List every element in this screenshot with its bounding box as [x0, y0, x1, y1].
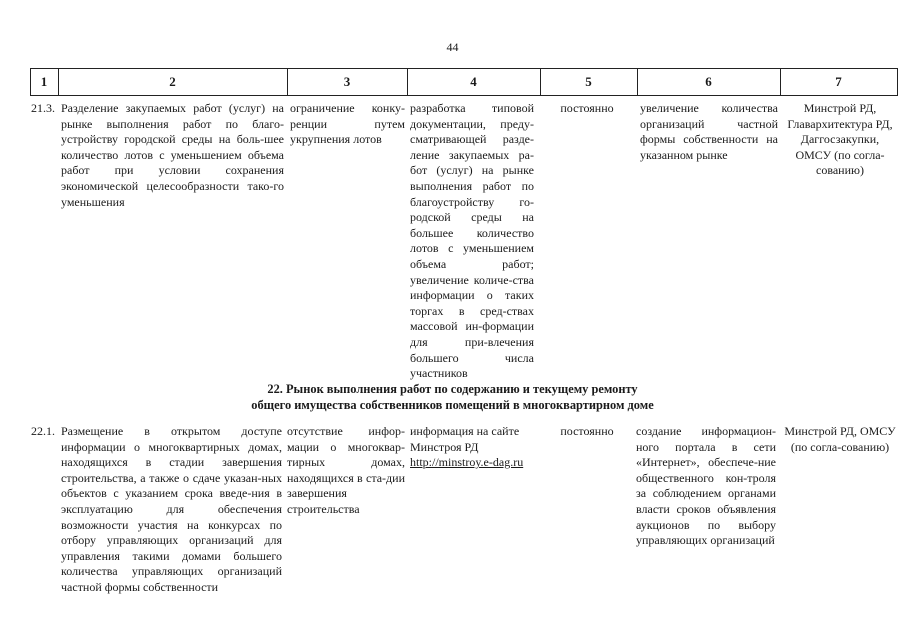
expected-result: разработка типовой документации, преду-сматривающей разде-ление закупаемых ра-бот (услуг) на рынке выполнения работ по благоустройству го-родской среды на большее количество лотов с уменьшением объема работ; увеличение количе-ства информации о таких торгах в сред-ствах массовой ин-формации для при-влечения большего числа участников [410, 101, 534, 381]
header-top-rule [30, 68, 898, 69]
column-number-2: 2 [169, 74, 176, 89]
page-number: 44 [446, 40, 459, 54]
row-number: 22.1. [31, 424, 55, 438]
expected-result [410, 424, 538, 471]
responsible-executors: Минстрой РД, ОМСУ (по согла-сованию) [784, 424, 896, 454]
measure-description: Разделение закупаемых работ (услуг) на рынке выполнения работ по благо-устройству городской среды на боль-шее количество лотов с уменьшением объема работ при условии сохранения экономической целесообразности тако-го уменьшения [61, 101, 284, 209]
expected-result-text: информация на сайте Минстроя РД [410, 424, 520, 454]
target-indicator: увеличение количества организаций частной формы собственности на указанном рынке [640, 101, 778, 162]
column-number-3: 3 [343, 74, 351, 89]
column-divider [897, 68, 898, 95]
row-number: 21.3. [31, 101, 55, 115]
column-number-4: 4 [470, 74, 477, 89]
responsible-executors: Минстрой РД, Главархитектура РД, Даггосзакупки, ОМСУ (по согла-сованию) [787, 101, 893, 178]
section-title-line-2: общего имущества собственников помещений в многоквартирном доме [251, 398, 654, 412]
ministry-website-link[interactable]: http://minstroy.e-dag.ru [410, 455, 524, 470]
column-number-5: 5 [585, 74, 592, 89]
problem-description: ограничение конку-ренции путем укрупнения лотов [290, 101, 405, 147]
column-number-1: 1 [40, 74, 48, 89]
measure-description: Размещение в открытом доступе информации о многоквартирных домах, находящихся в стадии завершения строительства, а также о сдаче указан-ных объектов с указанием срока введе-ния в эксплуатацию для обеспечения возможности участия на конкурсах по отбору управляющих организаций для управления такими домами большего количества управляющих организаций частной формы собственности [61, 424, 282, 594]
target-indicator: создание информацион-ного портала в сети «Интернет», обеспече-ние общественного кон-троля за соблюдением органами власти сроков объявления аукционов по выбору управляющих организаций [636, 424, 776, 548]
header-bottom-rule [30, 95, 898, 96]
deadline: постоянно [560, 101, 614, 115]
deadline: постоянно [560, 424, 614, 438]
problem-description: отсутствие инфор-мации о многоквар-тирных домах, находящихся в ста-дии завершения строительства [287, 424, 405, 516]
column-number-6: 6 [705, 74, 712, 89]
section-title-line-1: 22. Рынок выполнения работ по содержанию и текущему ремонту [267, 382, 638, 396]
section-title [0, 381, 905, 413]
column-number-7: 7 [835, 74, 842, 89]
